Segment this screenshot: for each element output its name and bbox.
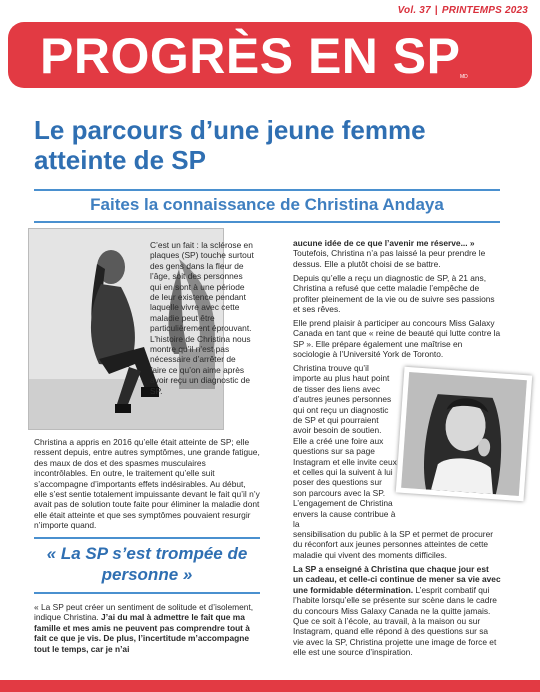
community-paragraph-end: sensibilisation du public à la SP et permet de procurer du réconfort aux jeunes personnes atteintes de cette maladie qui vivent des moments difficiles. [293, 529, 494, 560]
article-headline: Le parcours d’une jeune femme atteinte de SP [34, 115, 426, 175]
quote-emphasis: J’ai du mal à admettre le fait que ma famille et mes amis ne peuvent pas comprendre tout à fait ce que je vis. De plus, l’incertitude m’accompagne tout le temps, car je n’ai [34, 612, 250, 654]
quote-paragraph [34, 602, 260, 654]
community-paragraph: Christina trouve qu’il importe au plus haut point de tisser des liens avec d’autres jeunes personnes qui ont reçu un diagnostic de SP et qui pourraient avoir besoin de soutien. Elle a créé une foire aux questions sur sa page Instagram et elle invite ceux et celles qui la suivent à lui poser des questions sur son parcours avec la SP. L’engagement de Christina envers la cause contribue à la [293, 363, 397, 530]
conclusion-emphasis: La SP a enseigné à Christina que chaque jour est un cadeau, et celle-ci continue de mener sa vie avec une formidable détermination. [293, 564, 501, 595]
miss-galaxy-paragraph: Elle prend plaisir à participer au concours Miss Galaxy Canada en tant que « reine de beauté qui lutte contre la SP ». Elle prépare également une maîtrise en sociologie à l’Université York de Toronto. [293, 318, 501, 360]
quote-continuation-paragraph [293, 238, 501, 269]
pullquote-rule-bottom [34, 592, 260, 594]
masthead-banner [8, 22, 532, 88]
quote-continuation-text: Toutefois, Christina n’a pas laissé la peur prendre le dessus. Elle a plutôt choisi de se battre. [293, 248, 486, 269]
pullquote-rule-top [34, 537, 260, 539]
pullquote: « La SP s’est trompée de personne » [46, 544, 248, 584]
masthead-title: PROGRÈS EN SP [40, 28, 461, 84]
volume-number: Vol. 37 [397, 5, 431, 16]
conclusion-paragraph [293, 564, 501, 658]
portrait-image-area [401, 372, 527, 496]
quote-continuation-emphasis: aucune idée de ce que l’avenir me réserve... » [293, 238, 475, 248]
issue-separator: | [434, 5, 438, 16]
intro-paragraph: C’est un fait : la sclérose en plaques (SP) touche surtout des gens dans la fleur de l’âge, soit des personnes qui en sont à une période de leur existence pendant laquelle vivre avec cette maladie peut être particulièrement éprouvant. L’histoire de Christina nous montre qu’il n’est pas nécessaire d’arrêter de faire ce qu’on aime après avoir reçu un diagnostic de SP. [150, 240, 254, 396]
subhead-rule-top [34, 189, 500, 191]
footer-bar [0, 680, 540, 692]
diagnosis-age-paragraph: Depuis qu’elle a reçu un diagnostic de SP, à 21 ans, Christina a refusé que cette maladie l’empêche de profiter pleinement de la vie ou de suivre ses passions et ses rêves. [293, 273, 495, 315]
diagnosis-paragraph: Christina a appris en 2016 qu’elle était atteinte de SP; elle ressent depuis, entre autres symptômes, une grande fatigue, des maux de dos et des spasmes musculaires incontrôlables. En outre, le traitement qu’elle suit s’accompagne d’importants effets indésirables. Au début, elle s’est sentie totalement impuissante devant le fait qu’il n’y avait pas de solution toute faite pour éliminer la maladie dont elle était atteinte et que ses symptômes pouvaient resurgir n’importe quand. [34, 437, 260, 531]
subhead-rule-bottom [34, 221, 500, 223]
masthead-trademark: MD [460, 74, 468, 80]
photo-portrait-illustration [401, 372, 527, 496]
quote-opening: « La SP peut créer un sentiment de solitude et d’isolement, indique Christina. [34, 602, 254, 623]
conclusion-text: L’esprit combatif qui l’habite lorsqu’elle se présente sur scène dans le cadre du concours Miss Galaxy Canada ne la quitte jamais. Que ce soit à l’école, au travail, à la maison ou sur Instagram, quand elle répond à des questions sur sa vie avec la SP, Christina projette une image de force et elle est une source d’inspiration. [293, 584, 497, 658]
issue-season: PRINTEMPS 2023 [441, 5, 528, 16]
photo-christina-portrait [396, 367, 532, 502]
issue-info [398, 5, 528, 16]
article-subhead: Faites la connaissance de Christina Andaya [90, 195, 444, 214]
